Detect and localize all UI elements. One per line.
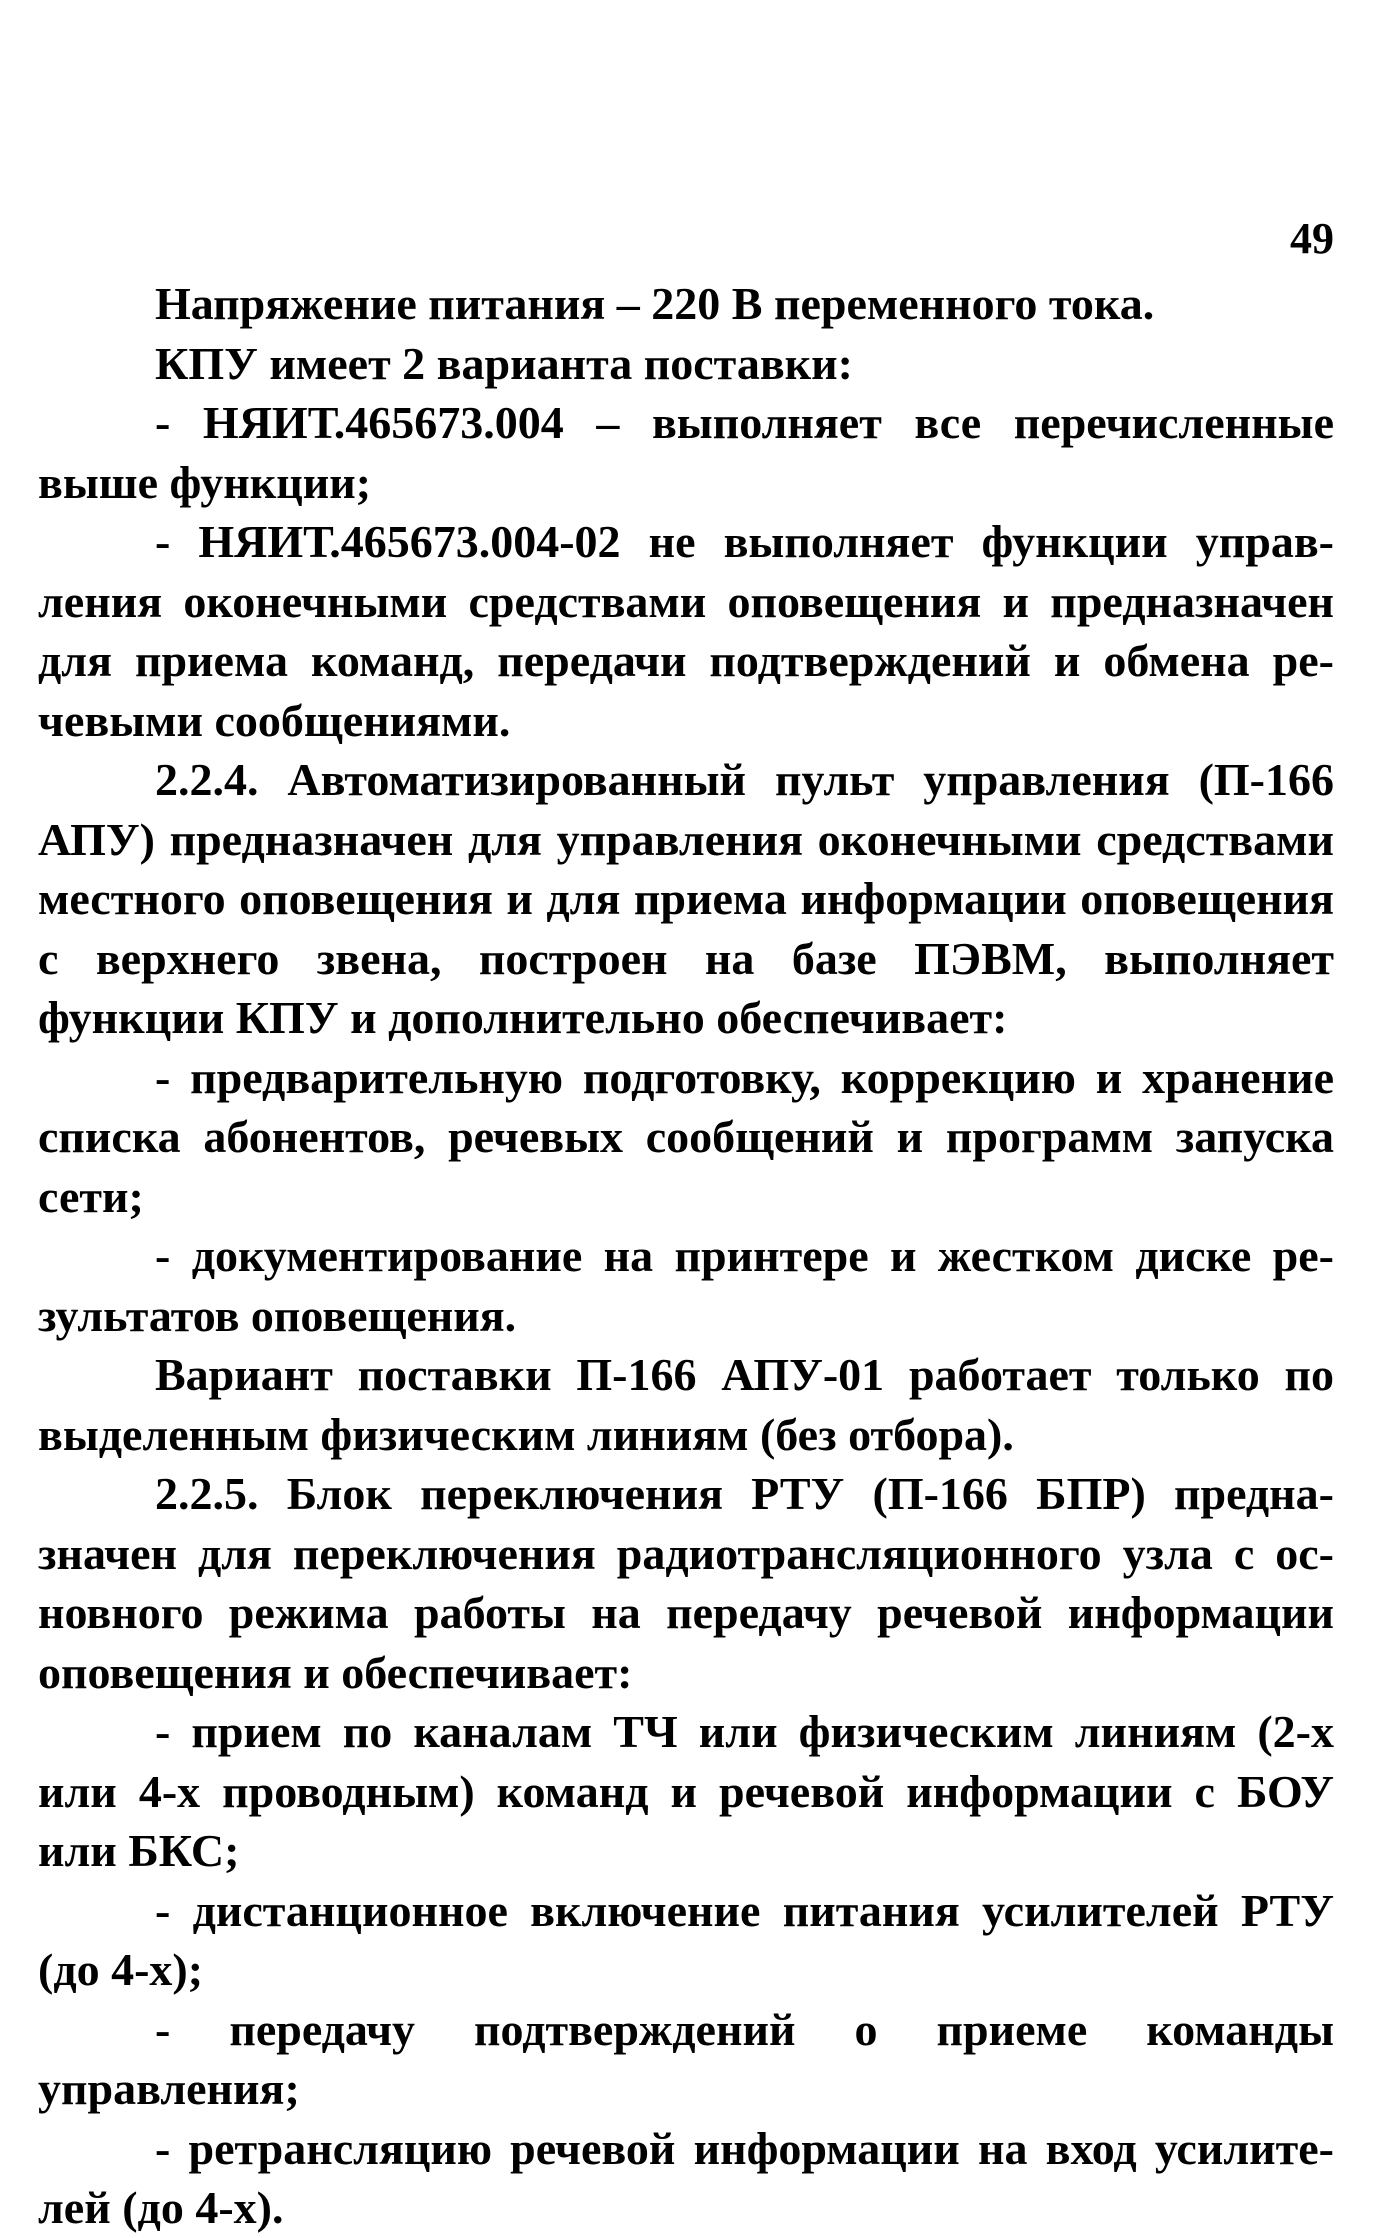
list-item-variant-004-02: - НЯИТ.465673.004-02 не выполняет функции управления оконечными средствами оповещения и предназначен для приема команд, передачи подтверждений и обмена речевыми сообщениями. [38, 516, 1334, 746]
list-item-reception: - прием по каналам ТЧ или физическим линиям (2-х или 4-х проводным) команд и речевой информации с БОУ или БКС; [38, 1706, 1334, 1876]
paragraph-kpu-variants: КПУ имеет 2 варианта поставки: [155, 337, 853, 389]
document-page [38, 0, 1334, 2233]
paragraph-power-supply: Напряжение питания – 220 В переменного тока. [155, 278, 1155, 329]
page-number: 49 [1290, 214, 1334, 263]
list-item-variant-004: - НЯИТ.465673.004 – выполняет все перечисленные выше функции; [38, 397, 1334, 508]
paragraph-section-2-2-4: 2.2.4. Автоматизированный пульт управления (П-166 АПУ) предназначен для управления оконечными средствами местного оповещения и для приема информации оповещения с верхнего звена, построен на базе ПЭВМ, выполняет функции КПУ и дополнительно обеспечивает: [38, 754, 1334, 1043]
list-item-preparation: - предварительную подготовку, коррекцию и хранение списка абонентов, речевых сообщений и программ запуска сети; [38, 1051, 1334, 1222]
body-text [38, 274, 1334, 2238]
list-item-documenting: - документирование на принтере и жестком диске результатов оповещения. [38, 1230, 1334, 1341]
paragraph-section-2-2-5: 2.2.5. Блок переключения РТУ (П-166 БПР) предназначен для переключения радиотрансляционного узла с основного режима работы на передачу речевой информации оповещения и обеспечивает: [38, 1468, 1334, 1698]
list-item-confirmations: - передачу подтверждений о приеме команды управления; [38, 2003, 1334, 2114]
list-item-retranslation: - ретрансляцию речевой информации на вход усилителей (до 4-х). [38, 2122, 1334, 2233]
paragraph-apu-01-variant: Вариант поставки П-166 АПУ-01 работает только по выделенным физическим линиям (без отбора). [38, 1349, 1334, 1460]
list-item-remote-power: - дистанционное включение питания усилителей РТУ (до 4-х); [38, 1884, 1334, 1995]
